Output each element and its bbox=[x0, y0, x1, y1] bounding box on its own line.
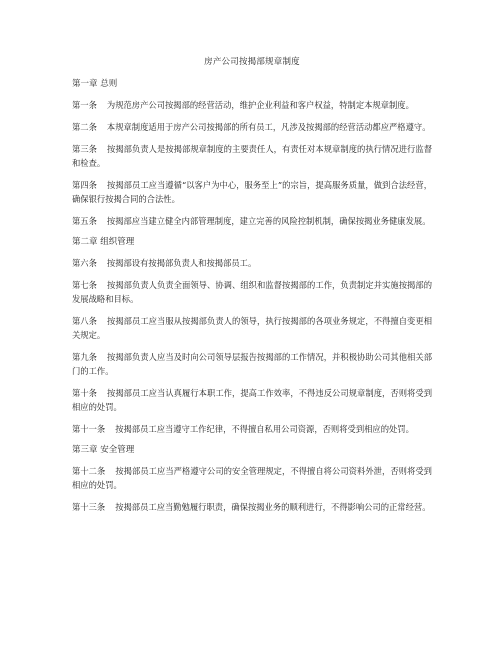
article-number: 第四条 bbox=[72, 180, 97, 190]
article-paragraph bbox=[72, 314, 432, 342]
article-text: 按揭部员工应当服从按揭部负责人的领导，执行按揭部的各项业务规定，不得擅自变更相关规定。 bbox=[72, 316, 432, 340]
article-number: 第九条 bbox=[72, 352, 98, 362]
article-text: 按揭部员工应当认真履行本职工作，提高工作效率，不得违反公司规章制度，否则将受到相应的处罚。 bbox=[72, 388, 432, 412]
article-paragraph bbox=[72, 422, 432, 436]
article-paragraph bbox=[72, 350, 432, 378]
article-paragraph bbox=[72, 464, 432, 492]
chapter-heading: 第三章 安全管理 bbox=[72, 445, 135, 455]
article-number: 第六条 bbox=[72, 258, 97, 268]
document-page bbox=[72, 56, 432, 522]
article-text: 本规章制度适用于房产公司按揭部的所有员工，凡涉及按揭部的经营活动都应严格遵守。 bbox=[106, 122, 431, 132]
article-number: 第八条 bbox=[72, 316, 98, 326]
article-text: 按揭部负责人应当及时向公司领导层报告按揭部的工作情况，并积极协助公司其他相关部门的工作。 bbox=[72, 352, 432, 376]
document-title: 房产公司按揭部规章制度 bbox=[204, 57, 300, 67]
article-text: 按揭部员工应当遵守工作纪律，不得擅自私用公司资源，否则将受到相应的处罚。 bbox=[115, 424, 414, 434]
article-number: 第十三条 bbox=[72, 502, 106, 512]
article-paragraph bbox=[72, 500, 432, 514]
article-text: 按揭部员工应当遵循“以客户为中心，服务至上”的宗旨，提高服务质量，做到合法经营，确保银行按揭合同的合法性。 bbox=[72, 180, 432, 204]
article-text: 按揭部应当建立健全内部管理制度，建立完善的风险控制机制，确保按揭业务健康发展。 bbox=[106, 216, 431, 226]
article-paragraph bbox=[72, 278, 432, 306]
article-text: 按揭部员工应当严格遵守公司的安全管理规定，不得擅自将公司资料外泄，否则将受到相应的处罚。 bbox=[72, 466, 432, 490]
article-paragraph bbox=[72, 214, 432, 228]
article-paragraph bbox=[72, 120, 432, 134]
article-number: 第一条 bbox=[72, 100, 97, 110]
article-number: 第十二条 bbox=[72, 466, 106, 476]
article-number: 第七条 bbox=[72, 280, 98, 290]
article-number: 第十一条 bbox=[72, 424, 106, 434]
article-paragraph bbox=[72, 256, 432, 270]
article-text: 为规范房产公司按揭部的经营活动，维护企业利益和客户权益，特制定本规章制度。 bbox=[106, 100, 414, 110]
article-paragraph bbox=[72, 178, 432, 206]
article-paragraph bbox=[72, 142, 432, 170]
article-number: 第十条 bbox=[72, 388, 98, 398]
article-paragraph bbox=[72, 98, 432, 112]
article-number: 第五条 bbox=[72, 216, 97, 226]
article-text: 按揭部员工应当勤勉履行职责，确保按揭业务的顺利进行，不得影响公司的正常经营。 bbox=[115, 502, 431, 512]
article-text: 按揭部负责人负责全面领导、协调、组织和监督按揭部的工作，负责制定并实施按揭部的发展战略和目标。 bbox=[72, 280, 432, 304]
article-text: 按揭部设有按揭部负责人和按揭部员工。 bbox=[106, 258, 257, 268]
article-text: 按揭部负责人是按揭部规章制度的主要责任人，有责任对本规章制度的执行情况进行监督和检查。 bbox=[72, 144, 432, 168]
chapter-heading: 第一章 总则 bbox=[72, 79, 118, 89]
chapter-heading: 第二章 组织管理 bbox=[72, 237, 135, 247]
article-number: 第二条 bbox=[72, 122, 97, 132]
article-paragraph bbox=[72, 386, 432, 414]
article-number: 第三条 bbox=[72, 144, 98, 154]
